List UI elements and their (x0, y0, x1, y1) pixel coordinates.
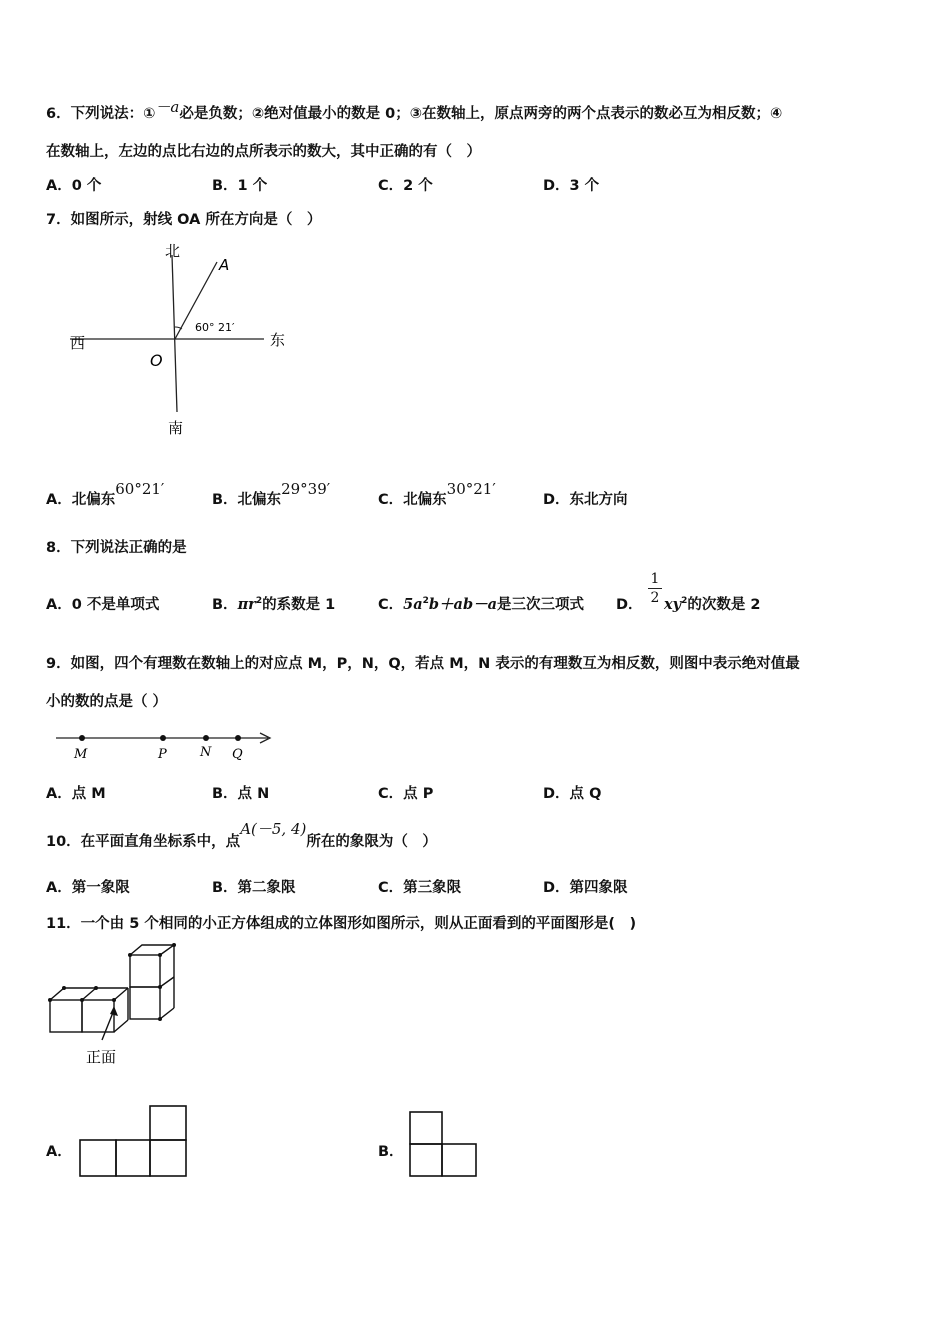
q9-option-c: C．点 P (378, 786, 434, 802)
column-side-mid (160, 977, 174, 987)
column-top-face (130, 945, 174, 955)
label-p: P (158, 747, 167, 762)
q8-option-d-var: xy (664, 596, 682, 613)
q10-option-c: C．第三象限 (378, 880, 462, 896)
q10-stem-b: 所在的象限为（ ） (306, 834, 437, 850)
point-m (79, 735, 85, 741)
cube-front-1 (50, 1000, 82, 1032)
q9-option-d: D．点 Q (543, 786, 602, 802)
north-label: 北 (165, 242, 181, 260)
q10-option-b: B．第二象限 (212, 880, 296, 896)
q6-line1-b: 必是负数；②绝对值最小的数是 0；③在数轴上，原点两旁的两个点表示的数必互为相反数；④ (179, 106, 783, 122)
cube-top-divider-1 (82, 988, 96, 1000)
q11-stem: 11．一个由 5 个相同的小正方体组成的立体图形如图所示，则从正面看到的平面图形是( ) (46, 916, 637, 932)
number-line-figure (50, 725, 280, 765)
q8-option-c-label: C． (378, 597, 404, 613)
option-a-square-4 (150, 1106, 186, 1140)
label-n: N (200, 745, 212, 760)
vertex-dot (128, 953, 132, 957)
west-label: 西 (70, 334, 86, 352)
q7-option-b (212, 480, 331, 509)
q10-point: A(－5, 4) (240, 820, 307, 838)
option-a-square-2 (116, 1140, 150, 1176)
q7-option-c-value: 30°21′ (446, 480, 496, 498)
q11-option-b: B． (378, 1144, 404, 1160)
q8-option-c-expr-b: b＋ab－a (428, 596, 497, 613)
q7-option-a (46, 480, 165, 509)
cube-side-bottom (114, 1020, 128, 1032)
q8-option-c (378, 593, 584, 614)
q7-option-c-label: C．北偏东 (378, 492, 447, 508)
q8-option-b-rest: 的系数是 1 (262, 597, 336, 613)
q8-fraction (648, 570, 662, 607)
q8-option-d (616, 593, 643, 614)
q8-option-d-tail (664, 593, 760, 614)
q11-option-a-figure (76, 1104, 190, 1180)
front-label: 正面 (86, 1048, 117, 1066)
vertex-dot (158, 985, 162, 989)
q10-option-a: A．第一象限 (46, 880, 130, 896)
q8-option-a: A．0 不是单项式 (46, 597, 160, 613)
q6-option-a: A．0 个 (46, 178, 102, 194)
q7-option-d: D．东北方向 (543, 492, 628, 508)
label-q: Q (232, 747, 243, 762)
angle-label: 60° 21′ (195, 321, 235, 334)
point-n (203, 735, 209, 741)
north-south-axis (172, 255, 177, 412)
column-side-bottom (160, 1008, 174, 1019)
option-b-square-2 (410, 1144, 442, 1176)
q7-option-b-value: 29°39′ (281, 480, 331, 498)
cube-front-3 (130, 987, 160, 1019)
option-b-square-1 (410, 1112, 442, 1144)
cube-front-2 (82, 1000, 114, 1032)
vertex-dot (62, 986, 66, 990)
q6-line2: 在数轴上，左边的点比右边的点所表示的数大，其中正确的有（ ） (46, 144, 481, 160)
compass-figure (60, 240, 320, 440)
q8-option-c-sup: 2 (422, 596, 429, 607)
q8-stem: 8．下列说法正确的是 (46, 540, 187, 556)
option-a-square-1 (80, 1140, 116, 1176)
q8-option-c-rest: 是三次三项式 (496, 597, 584, 613)
cube-front-4 (130, 955, 160, 987)
q8-option-b (212, 593, 335, 614)
q6-line1 (46, 98, 783, 123)
q10-option-d: D．第四象限 (543, 880, 628, 896)
q7-option-a-value: 60°21′ (115, 480, 165, 498)
q11-option-a: A． (46, 1144, 72, 1160)
option-b-square-3 (442, 1144, 476, 1176)
q7-option-b-label: B．北偏东 (212, 492, 282, 508)
q7-stem: 7．如图所示，射线 OA 所在方向是（ ） (46, 212, 322, 228)
q10-stem-a: 10．在平面直角坐标系中，点 (46, 834, 241, 850)
q8-option-d-label: D． (616, 597, 643, 613)
q6-line1-a: 6．下列说法：① (46, 106, 156, 122)
point-p (160, 735, 166, 741)
q9-option-a: A．点 M (46, 786, 106, 802)
q9-line1: 9．如图，四个有理数在数轴上的对应点 M，P，N，Q，若点 M，N 表示的有理数互为相反数，则图中表示绝对值最 (46, 656, 800, 672)
east-label: 东 (270, 331, 286, 349)
vertex-dot (172, 943, 176, 947)
label-m: M (74, 747, 88, 762)
vertex-dot (94, 986, 98, 990)
q7-option-a-label: A．北偏东 (46, 492, 116, 508)
vertex-dot (158, 953, 162, 957)
q6-option-b: B．1 个 (212, 178, 268, 194)
cube-solid-figure (44, 942, 184, 1070)
q6-neg-a: －a (155, 98, 180, 116)
q8-option-d-rest: 的次数是 2 (687, 597, 761, 613)
q8-option-b-label: B． (212, 597, 238, 613)
q6-option-c: C．2 个 (378, 178, 433, 194)
cube-top-divider-2 (114, 988, 128, 1000)
q8-option-b-pi: πr (237, 596, 256, 613)
front-arrow-head (110, 1006, 118, 1016)
option-a-square-3 (150, 1140, 186, 1176)
q6-option-d: D．3 个 (543, 178, 600, 194)
q10-stem (46, 820, 437, 851)
vertex-dot (48, 998, 52, 1002)
q8-fraction-numerator: 1 (650, 571, 660, 587)
south-label: 南 (168, 419, 184, 437)
q9-option-b: B．点 N (212, 786, 270, 802)
q8-fraction-denominator: 2 (648, 588, 662, 607)
q8-option-d-sup: 2 (681, 596, 688, 607)
q9-line2: 小的数的点是（ ） (46, 694, 168, 710)
point-q (235, 735, 241, 741)
q8-option-b-sup: 2 (255, 596, 263, 607)
ray-label: A (219, 256, 230, 274)
vertex-dot (158, 1017, 162, 1021)
vertex-dot (80, 998, 84, 1002)
q8-option-c-expr-a: 5a (403, 596, 423, 613)
q7-option-c (378, 480, 496, 509)
q11-option-b-figure (406, 1106, 482, 1180)
origin-label: O (150, 351, 163, 370)
vertex-dot (112, 998, 116, 1002)
